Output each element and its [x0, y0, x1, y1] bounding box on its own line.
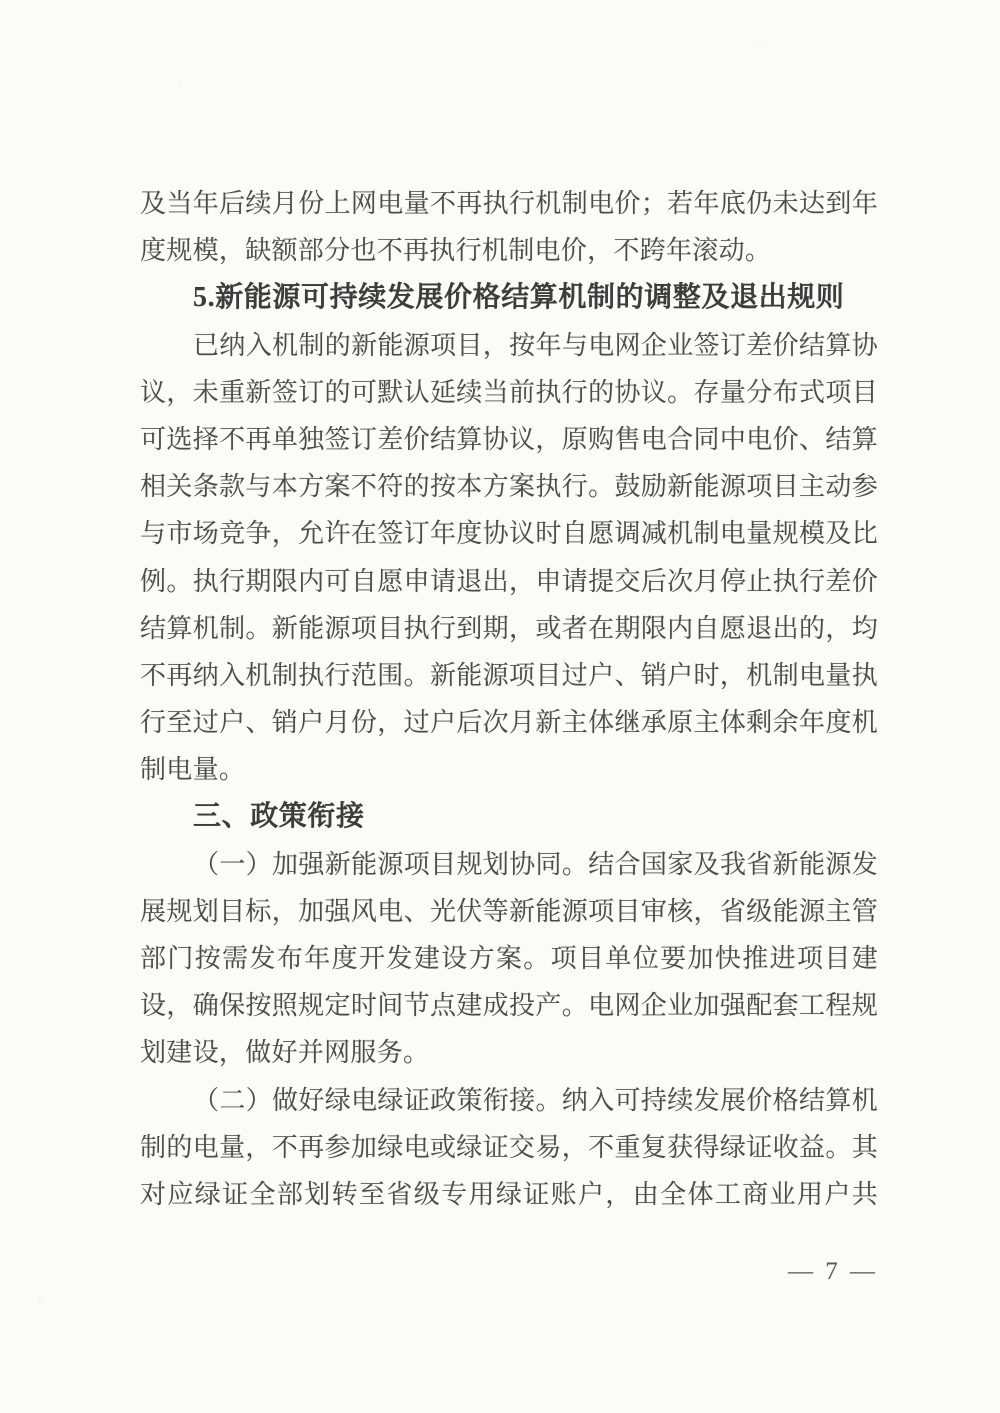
text-line: 对应绿证全部划转至省级专用绿证账户，由全体工商业用户共: [140, 1179, 878, 1209]
text-line: 及当年后续月份上网电量不再执行机制电价；若年底仍未达到年: [140, 189, 878, 218]
heading-line: 5.新能源可持续发展价格结算机制的调整及退出规则: [193, 282, 845, 314]
text-line: 划建设，做好并网服务。: [140, 1038, 430, 1068]
text-line: （一）加强新能源项目规划协同。结合国家及我省新能源发: [193, 849, 878, 879]
text-line: 可选择不再单独签订差价结算协议，原购售电合同中电价、结算: [140, 424, 878, 454]
text-line: 部门按需发布年度开发建设方案。项目单位要加快推进项目建: [140, 944, 878, 973]
heading-line: 三、政策衔接: [193, 801, 365, 833]
text-line: 设，确保按照规定时间节点建成投产。电网企业加强配套工程规: [140, 991, 878, 1021]
text-line: 例。执行期限内可自愿申请退出，申请提交后次月停止执行差价: [140, 566, 878, 596]
text-line: 相关条款与本方案不符的按本方案执行。鼓励新能源项目主动参: [140, 472, 878, 502]
text-line: 结算机制。新能源项目执行到期，或者在期限内自愿退出的，均: [140, 613, 878, 643]
text-line: 不再纳入机制执行范围。新能源项目过户、销户时，机制电量执: [140, 660, 878, 690]
document-body: [140, 180, 878, 1218]
text-line: 制的电量，不再参加绿电或绿证交易，不重复获得绿证收益。其: [140, 1132, 878, 1162]
text-line: 议，未重新签订的可默认延续当前执行的协议。存量分布式项目: [140, 377, 878, 407]
text-line: 行至过户、销户月份，过户后次月新主体继承原主体剩余年度机: [140, 708, 878, 738]
text-line: 度规模，缺额部分也不再执行机制电价，不跨年滚动。: [140, 236, 772, 266]
page-number: — 7 —: [788, 1258, 878, 1285]
text-line: （二）做好绿电绿证政策衔接。纳入可持续发展价格结算机: [193, 1085, 878, 1115]
text-line: 制电量。: [140, 755, 246, 785]
text-line: 与市场竞争，允许在签订年度协议时自愿调减机制电量规模及比: [140, 519, 878, 549]
text-line: 展规划目标，加强风电、光伏等新能源项目审核，省级能源主管: [140, 896, 878, 926]
text-line: 已纳入机制的新能源项目，按年与电网企业签订差价结算协: [193, 330, 878, 360]
